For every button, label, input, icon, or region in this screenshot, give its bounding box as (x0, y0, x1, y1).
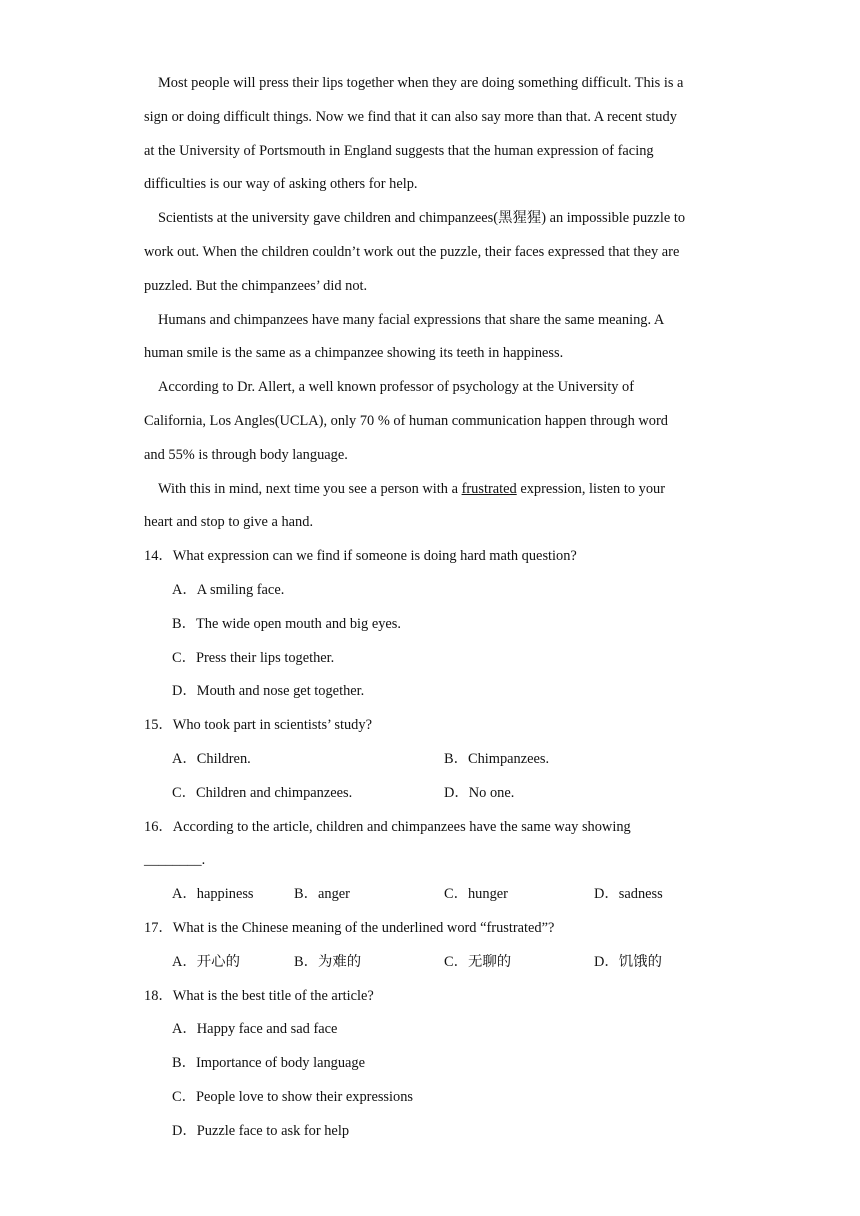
passage-text: expression, listen to your (516, 481, 666, 497)
option-15-b: B．Chimpanzees. (444, 751, 550, 767)
passage-text: With this in mind, next time you see a person with a (158, 481, 462, 497)
underlined-word: frustrated (461, 481, 517, 497)
option-16-c: C．hunger (444, 886, 508, 902)
passage-line: Humans and chimpanzees have many facial expressions that share the same meaning. A (158, 312, 665, 328)
passage-line: and 55% is through body language. (144, 447, 348, 463)
option-14-c: C．Press their lips together. (172, 650, 335, 666)
option-18-b: B．Importance of body language (172, 1055, 366, 1071)
question-stem-18: 18．What is the best title of the article? (144, 988, 374, 1004)
answer-blank-16: ________. (144, 852, 206, 868)
passage-line: Most people will press their lips together when they are doing something difficult. This is a (158, 75, 684, 91)
passage-line: California, Los Angles(UCLA), only 70 % of human communication happen through word (144, 413, 668, 429)
passage-line: heart and stop to give a hand. (144, 514, 314, 530)
option-18-a: A．Happy face and sad face (172, 1021, 338, 1037)
option-16-a: A．happiness (172, 886, 254, 902)
passage-line: work out. When the children couldn’t work out the puzzle, their faces expressed that they are (144, 244, 680, 260)
passage-line: at the University of Portsmouth in England suggests that the human expression of facing (144, 143, 654, 159)
passage-line: According to Dr. Allert, a well known professor of psychology at the University of (158, 379, 634, 395)
question-stem-15: 15．Who took part in scientists’ study? (144, 717, 372, 733)
passage-line (158, 479, 738, 499)
passage-line: difficulties is our way of asking others for help. (144, 176, 418, 192)
option-16-d: D．sadness (594, 886, 663, 902)
question-stem-14: 14．What expression can we find if someone is doing hard math question? (144, 548, 577, 564)
option-17-b: B．为难的 (294, 954, 362, 970)
option-17-a: A．开心的 (172, 954, 240, 970)
question-stem-17: 17．What is the Chinese meaning of the underlined word “frustrated”? (144, 920, 555, 936)
option-16-b: B．anger (294, 886, 350, 902)
passage-line: puzzled. But the chimpanzees’ did not. (144, 278, 368, 294)
option-17-c: C．无聊的 (444, 954, 512, 970)
option-15-a: A．Children. (172, 751, 251, 767)
option-14-b: B．The wide open mouth and big eyes. (172, 616, 402, 632)
option-18-c: C．People love to show their expressions (172, 1089, 414, 1105)
passage-line: Scientists at the university gave children and chimpanzees(黑猩猩) an impossible puzzle to (158, 210, 686, 226)
option-14-a: A．A smiling face. (172, 582, 285, 598)
option-15-c: C．Children and chimpanzees. (172, 785, 353, 801)
option-18-d: D．Puzzle face to ask for help (172, 1123, 350, 1139)
option-15-d: D．No one. (444, 785, 515, 801)
passage-line: human smile is the same as a chimpanzee showing its teeth in happiness. (144, 345, 564, 361)
option-17-d: D．饥饿的 (594, 954, 662, 970)
question-stem-16: 16．According to the article, children and chimpanzees have the same way showing (144, 819, 631, 835)
option-14-d: D．Mouth and nose get together. (172, 683, 365, 699)
passage-line: sign or doing difficult things. Now we find that it can also say more than that. A recent study (144, 109, 677, 125)
